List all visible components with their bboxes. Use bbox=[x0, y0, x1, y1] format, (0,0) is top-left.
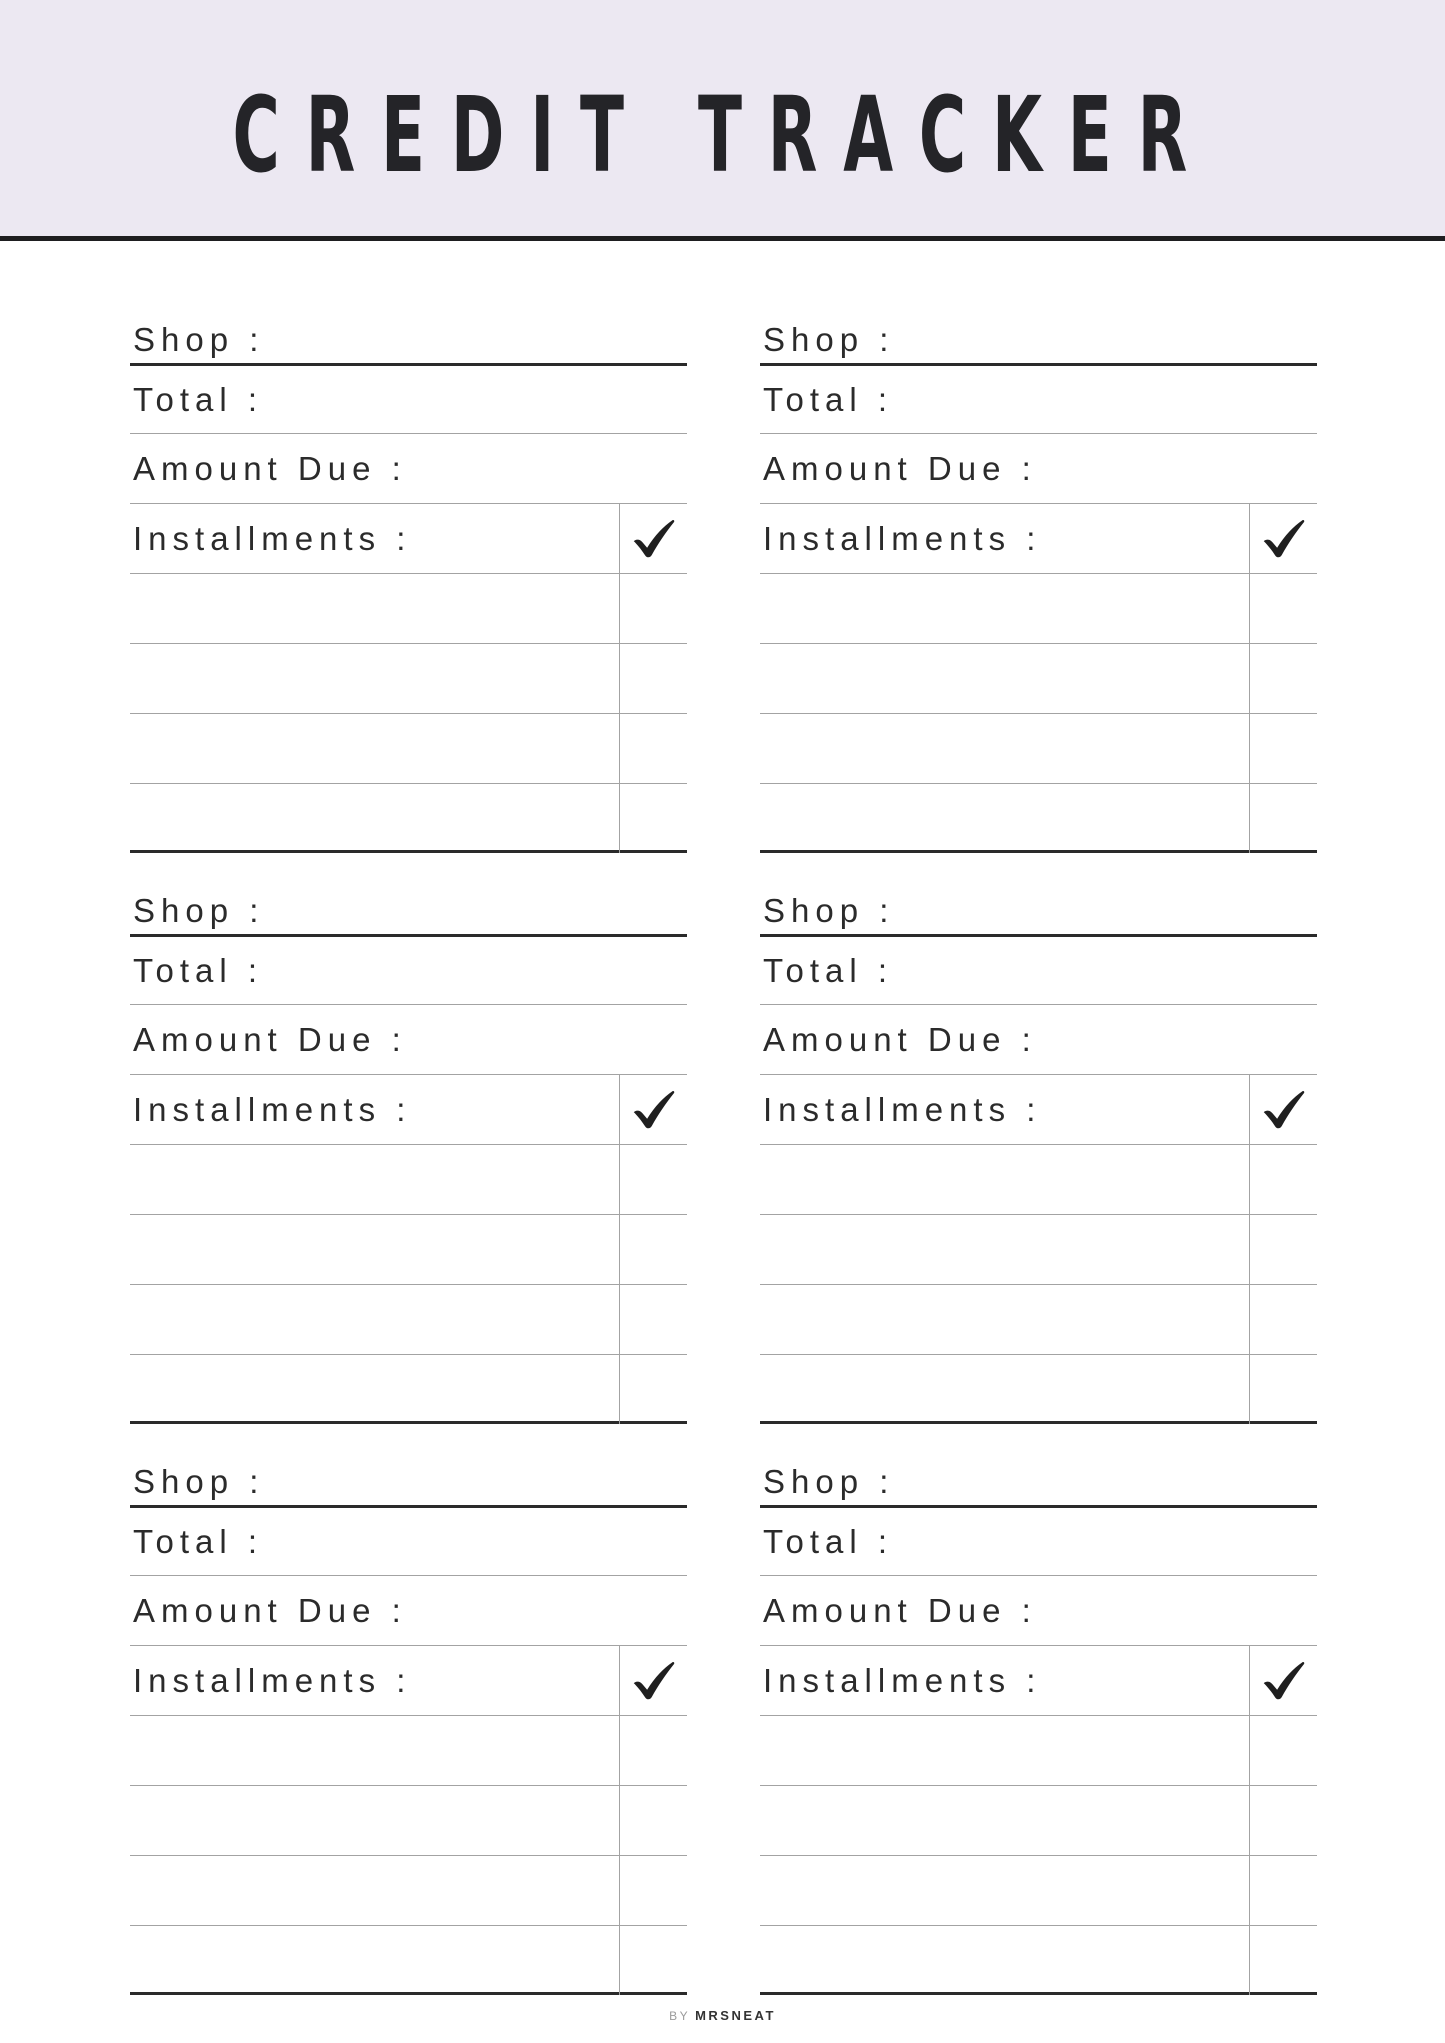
check-column-header bbox=[620, 1075, 687, 1144]
installments-header-row bbox=[130, 504, 687, 574]
shop-label: Shop : bbox=[133, 320, 265, 358]
credit-section bbox=[760, 315, 1317, 853]
installment-row[interactable] bbox=[760, 1145, 1317, 1215]
installment-row[interactable] bbox=[130, 1856, 687, 1926]
installment-row[interactable] bbox=[130, 1716, 687, 1786]
installment-row[interactable] bbox=[130, 1215, 687, 1285]
check-column-header bbox=[620, 1646, 687, 1715]
footer-by-label: BY bbox=[669, 2009, 691, 2023]
amount-due-field-line[interactable] bbox=[130, 1005, 687, 1075]
check-icon bbox=[1261, 518, 1307, 560]
installments-label: Installments : bbox=[763, 1091, 1042, 1128]
check-column-divider bbox=[1249, 1646, 1250, 1995]
installments-label: Installments : bbox=[133, 1662, 412, 1699]
installments-label: Installments : bbox=[133, 1091, 412, 1128]
total-field-line[interactable] bbox=[760, 366, 1317, 434]
installment-row[interactable] bbox=[760, 1856, 1317, 1926]
check-column-divider bbox=[619, 1075, 620, 1424]
amount-due-field-line[interactable] bbox=[760, 1576, 1317, 1646]
amount-due-label: Amount Due : bbox=[763, 450, 1037, 487]
installments-header-row bbox=[130, 1075, 687, 1145]
installments-header-row bbox=[130, 1646, 687, 1716]
shop-label: Shop : bbox=[763, 1462, 895, 1500]
total-field-line[interactable] bbox=[130, 1508, 687, 1576]
amount-due-field-line[interactable] bbox=[130, 1576, 687, 1646]
shop-field-line[interactable] bbox=[130, 1457, 687, 1508]
total-label: Total : bbox=[133, 1523, 264, 1560]
credit-section bbox=[130, 886, 687, 1424]
header-banner bbox=[0, 0, 1445, 241]
shop-field-line[interactable] bbox=[760, 315, 1317, 366]
check-icon bbox=[631, 518, 677, 560]
installment-row[interactable] bbox=[130, 1145, 687, 1215]
check-icon bbox=[1261, 1660, 1307, 1702]
installment-row[interactable] bbox=[130, 1786, 687, 1856]
installment-row[interactable] bbox=[130, 574, 687, 644]
installment-row[interactable] bbox=[760, 1926, 1317, 1995]
installment-row[interactable] bbox=[760, 1215, 1317, 1285]
installments-label: Installments : bbox=[763, 1662, 1042, 1699]
amount-due-label: Amount Due : bbox=[763, 1592, 1037, 1629]
installments-label: Installments : bbox=[763, 520, 1042, 557]
installment-row[interactable] bbox=[130, 1285, 687, 1355]
credit-section bbox=[760, 1457, 1317, 1995]
credit-section bbox=[760, 886, 1317, 1424]
installment-row[interactable] bbox=[760, 644, 1317, 714]
total-label: Total : bbox=[763, 381, 894, 418]
shop-field-line[interactable] bbox=[130, 886, 687, 937]
page-title: CREDIT TRACKER bbox=[232, 74, 1213, 196]
credit-section bbox=[130, 315, 687, 853]
amount-due-field-line[interactable] bbox=[760, 1005, 1317, 1075]
footer bbox=[0, 2007, 1445, 2025]
check-column-header bbox=[1250, 1646, 1317, 1715]
installments-label: Installments : bbox=[133, 520, 412, 557]
installment-row[interactable] bbox=[130, 714, 687, 784]
installment-row[interactable] bbox=[760, 1716, 1317, 1786]
shop-field-line[interactable] bbox=[130, 315, 687, 366]
shop-label: Shop : bbox=[763, 891, 895, 929]
installment-row[interactable] bbox=[130, 1355, 687, 1424]
check-column-header bbox=[620, 504, 687, 573]
amount-due-label: Amount Due : bbox=[133, 1592, 407, 1629]
check-column-divider bbox=[619, 1646, 620, 1995]
shop-label: Shop : bbox=[133, 1462, 265, 1500]
amount-due-field-line[interactable] bbox=[130, 434, 687, 504]
total-field-line[interactable] bbox=[130, 937, 687, 1005]
installment-row[interactable] bbox=[130, 1926, 687, 1995]
total-label: Total : bbox=[133, 381, 264, 418]
footer-brand: MRSNEAT bbox=[695, 2008, 776, 2023]
installments-header-row bbox=[760, 504, 1317, 574]
check-icon bbox=[1261, 1089, 1307, 1131]
installment-row[interactable] bbox=[760, 1355, 1317, 1424]
shop-label: Shop : bbox=[133, 891, 265, 929]
shop-field-line[interactable] bbox=[760, 886, 1317, 937]
amount-due-label: Amount Due : bbox=[133, 1021, 407, 1058]
installment-row[interactable] bbox=[130, 784, 687, 853]
check-icon bbox=[631, 1089, 677, 1131]
installment-row[interactable] bbox=[760, 574, 1317, 644]
check-icon bbox=[631, 1660, 677, 1702]
installment-row[interactable] bbox=[760, 714, 1317, 784]
total-field-line[interactable] bbox=[760, 937, 1317, 1005]
total-field-line[interactable] bbox=[760, 1508, 1317, 1576]
sections-grid bbox=[130, 315, 1317, 1995]
total-label: Total : bbox=[763, 1523, 894, 1560]
check-column-divider bbox=[619, 504, 620, 853]
check-column-header bbox=[1250, 504, 1317, 573]
installment-row[interactable] bbox=[130, 644, 687, 714]
installments-header-row bbox=[760, 1075, 1317, 1145]
installment-row[interactable] bbox=[760, 1285, 1317, 1355]
shop-field-line[interactable] bbox=[760, 1457, 1317, 1508]
total-field-line[interactable] bbox=[130, 366, 687, 434]
amount-due-field-line[interactable] bbox=[760, 434, 1317, 504]
shop-label: Shop : bbox=[763, 320, 895, 358]
credit-section bbox=[130, 1457, 687, 1995]
total-label: Total : bbox=[133, 952, 264, 989]
amount-due-label: Amount Due : bbox=[133, 450, 407, 487]
check-column-header bbox=[1250, 1075, 1317, 1144]
installment-row[interactable] bbox=[760, 784, 1317, 853]
installments-header-row bbox=[760, 1646, 1317, 1716]
check-column-divider bbox=[1249, 504, 1250, 853]
installment-row[interactable] bbox=[760, 1786, 1317, 1856]
check-column-divider bbox=[1249, 1075, 1250, 1424]
total-label: Total : bbox=[763, 952, 894, 989]
amount-due-label: Amount Due : bbox=[763, 1021, 1037, 1058]
